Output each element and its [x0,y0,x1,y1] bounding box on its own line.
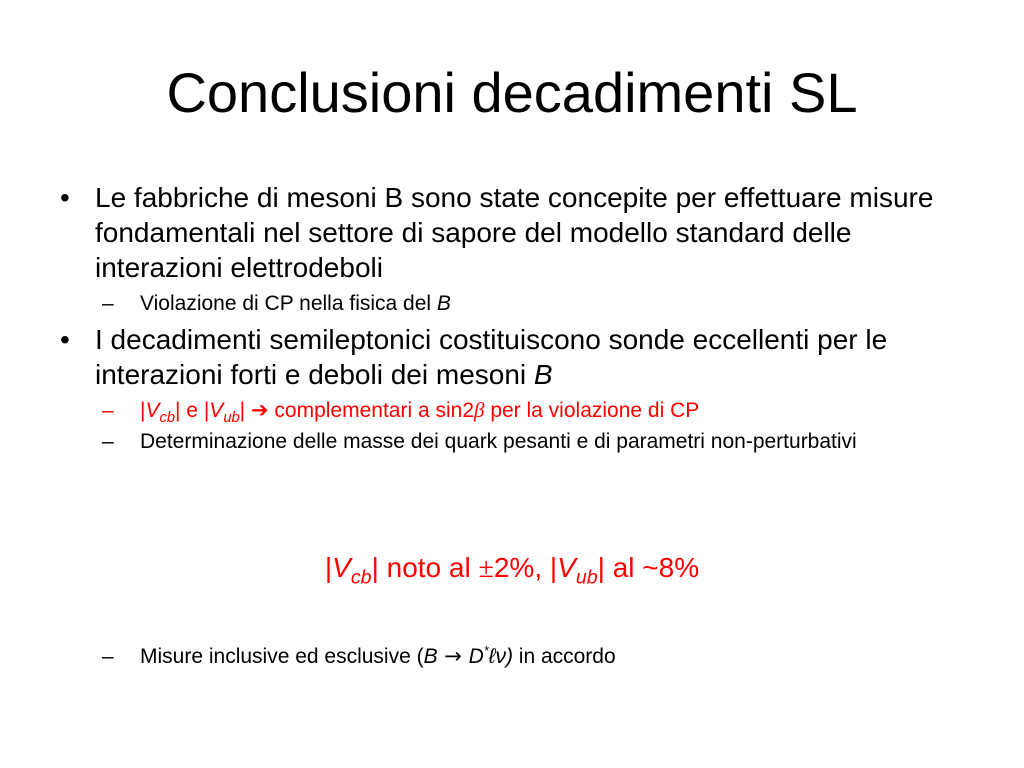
abs-bar: | [239,399,246,422]
vub-symbol: V [209,399,224,422]
sub-item-text: Misure inclusive ed esclusive ( [140,645,424,668]
dash-icon: – [102,292,114,315]
dash-icon: – [102,645,114,668]
d-meson-symbol: D [468,645,484,668]
sub-item-text: complementari a sin2 [268,399,475,422]
beta-symbol: β [474,398,485,422]
abs-bar: | [324,552,333,583]
right-arrow-icon: ➔ [250,398,269,422]
bullet-item-2 [60,322,960,392]
abs-bar: | [549,552,558,583]
sub-item-text: Determinazione delle masse dei quark pesanti e di parametri non-perturbativi [140,430,857,453]
lepton-neutrino-symbol: ℓν) [488,645,513,668]
vub-symbol: V [557,552,576,583]
sub-item-italic: B [436,292,451,315]
abs-bar: | [175,399,181,422]
slide-title: Conclusioni decadimenti SL [166,61,858,124]
slide-content [60,180,960,460]
bullet-text: Le fabbriche di mesoni B sono state concepite per effettuare misure fondamentali nel settore di sapore del modello standard delle interazioni elettrodeboli [95,182,934,283]
star-superscript: * [483,644,489,658]
abs-bar: | [371,552,379,583]
sub-item-1-1 [60,291,960,316]
bullet-item-1 [60,180,960,285]
abs-bar: | [597,552,605,583]
bullet-italic: B [533,359,553,390]
abs-bar: | [140,399,146,422]
sub-item-2-1 [60,398,960,427]
b-meson-symbol: B [423,645,438,668]
sub-item-text: in accordo [512,645,616,668]
sub-item-2-2 [60,429,960,454]
callout-result [0,550,1024,587]
plus-minus-symbol: ± [478,553,494,584]
dash-icon: – [102,430,114,453]
vcb-symbol: V [145,399,160,422]
abs-bar: | [203,399,210,422]
conjunction: e [180,399,204,422]
bullet-text: I decadimenti semileptonici costituiscono sonde eccellenti per le interazioni forti e deboli dei mesoni [95,324,888,390]
vcb-subscript: cb [159,410,175,427]
bullet-icon: • [60,324,70,355]
vcb-subscript: cb [350,566,372,589]
callout-text: noto al [378,552,479,583]
sub-item-text: per la violazione di CP [484,399,700,422]
bullet-icon: • [60,182,70,213]
last-item-container [60,644,960,675]
sub-item-text: Violazione di CP nella fisica del [140,292,437,315]
callout-text: 2%, [493,552,550,583]
callout-text: al ~8% [604,552,700,583]
vub-subscript: ub [575,566,598,589]
sub-item-3-1 [60,644,960,669]
right-arrow-icon: → [437,644,469,668]
vcb-symbol: V [332,552,351,583]
dash-icon: – [102,399,114,422]
vub-subscript: ub [223,410,240,427]
